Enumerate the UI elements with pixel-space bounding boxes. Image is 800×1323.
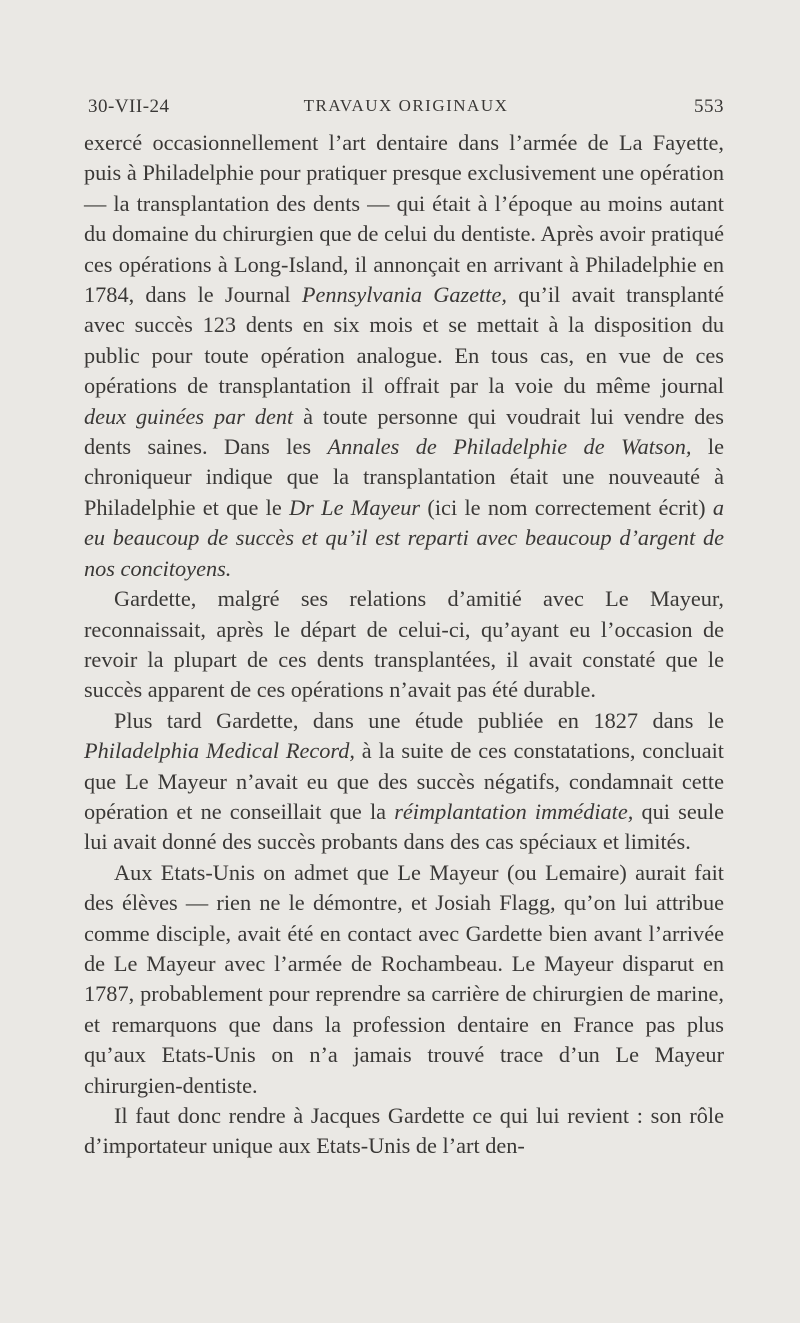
italic-text: a eu beaucoup de succès et qu’il est reparti avec beaucoup d’argent de nos concitoyens. <box>84 494 724 581</box>
italic-text: Annales de Philadelphie de Watson, <box>327 434 692 460</box>
page-number: 553 <box>694 96 724 117</box>
text-run: à la suite de ces constatations, concluait que Le Mayeur n’avait eu que des succès négatifs, condamnait cette opération et ne conseillait que la <box>84 738 724 824</box>
text-run: exercé occasionnellement l’art dentaire dans l’armée de La Fayette, puis à Philadelphie pour pratiquer presque exclusivement une opération — la transplantation des dents — qui était à l’époque au moins autant du domaine du chirurgien que de celui du dentiste. Après avoir pratiqué ces opérations à Long-Island, il annonçait en arrivant à Philadelphie en 1784, dans le Journal <box>84 130 724 308</box>
text-run: qui seule lui avait donné des succès probants dans des cas spéciaux et limités. <box>84 798 724 855</box>
italic-text: Dr Le Mayeur <box>289 494 421 520</box>
text-run: Plus tard Gardette, dans une étude publiée en 1827 dans le <box>114 707 724 733</box>
paragraph <box>84 128 724 584</box>
italic-text: deux guinées par dent <box>84 403 294 429</box>
running-header <box>88 96 724 126</box>
paragraph <box>84 706 724 858</box>
paragraph <box>84 584 724 706</box>
italic-text: réimplantation immédiate, <box>394 798 634 824</box>
text-run: Gardette, malgré ses relations d’amitié avec Le Mayeur, reconnaissait, après le départ de celui-ci, qu’ayant eu l’occasion de revoir la plupart de ces dents transplantées, il avait constaté que le succès apparent de ces opérations n’avait pas été durable. <box>84 586 724 703</box>
paragraph <box>84 1101 724 1162</box>
text-run: (ici le nom correctement écrit) <box>420 494 713 520</box>
header-section-title: TRAVAUX ORIGINAUX <box>303 96 509 115</box>
text-run: qu’il avait transplanté avec succès 123 dents en six mois et se mettait à la disposition du public pour toute opération analogue. En tous cas, en vue de ces opérations de transplantation il offrait par la voie du même journal <box>84 282 724 399</box>
body-text <box>84 128 724 1162</box>
text-run: Il faut donc rendre à Jacques Gardette ce qui lui revient : son rôle d’importateur unique aux Etats-Unis de l’art den- <box>84 1103 724 1159</box>
italic-text: Pennsylvania Gazette, <box>301 282 507 308</box>
paragraph <box>84 858 724 1101</box>
header-date: 30-VII-24 <box>88 96 170 117</box>
italic-text: Philadelphia Medical Record, <box>84 738 355 764</box>
text-run: le chroniqueur indique que la transplantation était une nouveauté à Philadelphie et que le <box>84 434 724 520</box>
text-run: à toute personne qui voudrait lui vendre des dents saines. Dans les <box>84 403 724 460</box>
text-run: Aux Etats-Unis on admet que Le Mayeur (ou Lemaire) aurait fait des élèves — rien ne le démontre, et Josiah Flagg, qu’on lui attribue comme disciple, avait été en contact avec Gardette bien avant l’arrivée de Le Mayeur avec l’armée de Rochambeau. Le Mayeur disparut en 1787, probablement pour reprendre sa carrière de chirurgien de marine, et remarquons que dans la profession dentaire en France pas plus qu’aux Etats-Unis on n’a jamais trouvé trace d’un Le Mayeur chirurgien-dentiste. <box>84 859 724 1098</box>
